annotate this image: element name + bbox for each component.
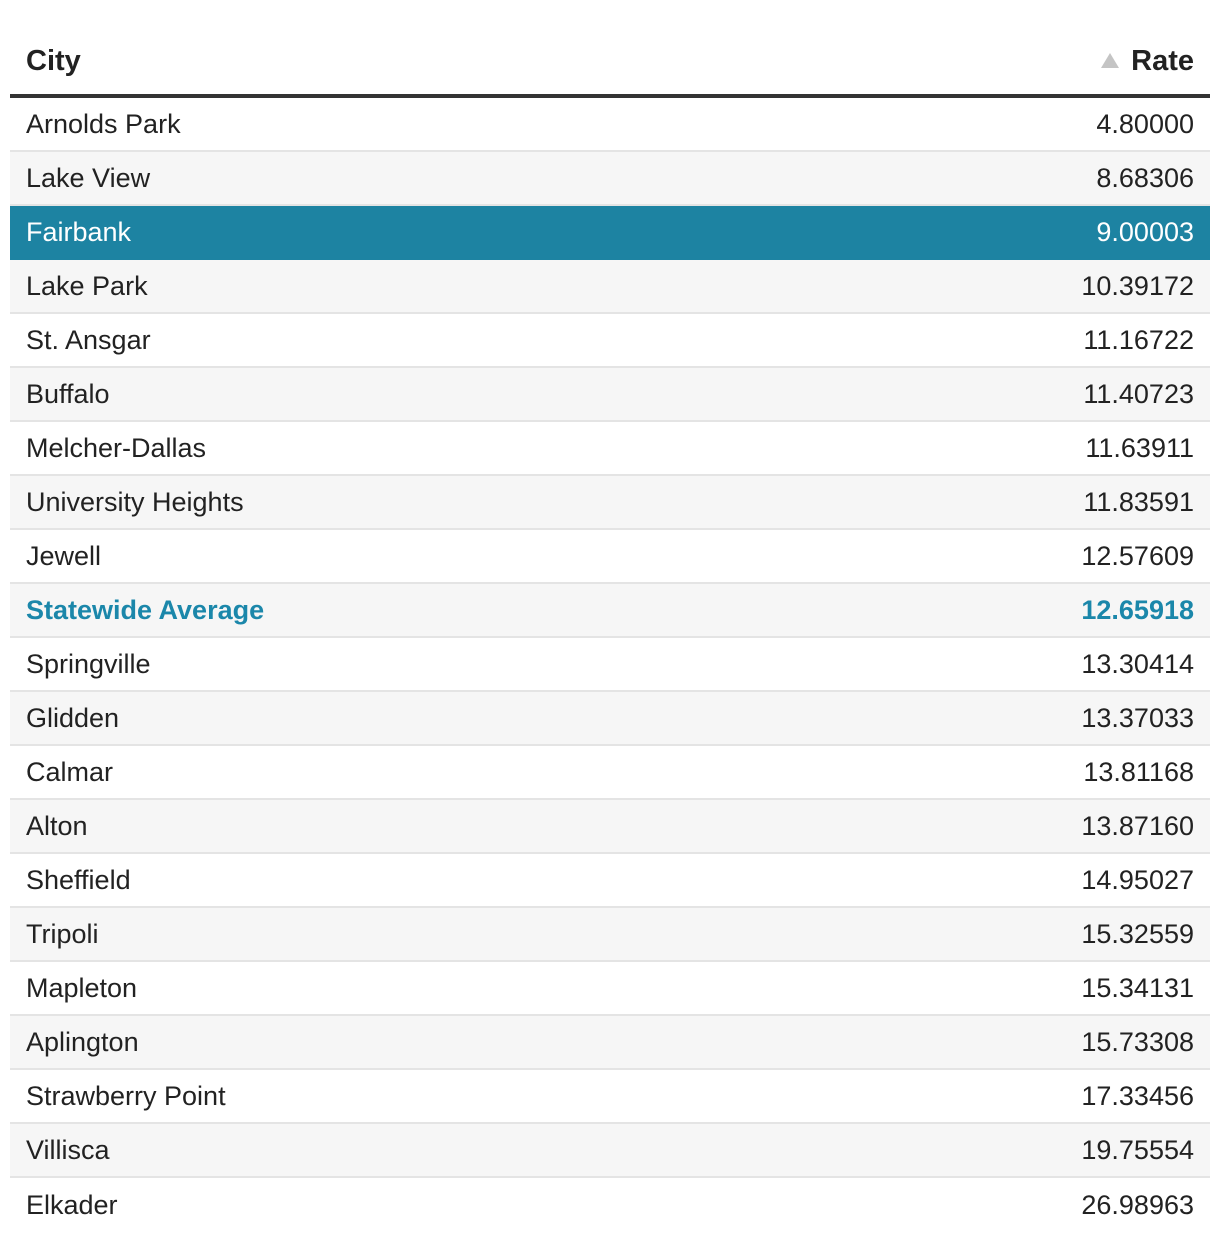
table-body: [10, 98, 1210, 1232]
rate-cell: 26.98963: [1081, 1189, 1194, 1220]
table-row[interactable]: [10, 422, 1210, 476]
table-row[interactable]: [10, 1124, 1210, 1178]
column-header-rate[interactable]: [1101, 45, 1194, 78]
rate-cell: 11.40723: [1083, 378, 1194, 409]
city-cell: Jewell: [26, 540, 102, 571]
table-row[interactable]: [10, 746, 1210, 800]
statewide-average-row[interactable]: [10, 584, 1210, 638]
table-row[interactable]: [10, 530, 1210, 584]
rate-cell: 13.87160: [1081, 810, 1194, 841]
rate-cell: 15.73308: [1081, 1026, 1194, 1057]
rate-cell: 11.16722: [1083, 324, 1194, 355]
table-row[interactable]: [10, 260, 1210, 314]
rate-cell: 4.80000: [1096, 108, 1194, 139]
city-cell: Melcher-Dallas: [26, 432, 207, 463]
rate-cell: 8.68306: [1096, 162, 1194, 193]
city-cell: Calmar: [26, 756, 114, 787]
city-cell: Lake View: [26, 162, 151, 193]
rate-cell: 17.33456: [1081, 1080, 1194, 1111]
rate-cell: 12.65918: [1081, 594, 1194, 625]
column-header-rate-label: Rate: [1131, 44, 1194, 77]
city-cell: Springville: [26, 648, 151, 679]
city-cell: Statewide Average: [26, 594, 265, 625]
table-row[interactable]: [10, 638, 1210, 692]
city-cell: Elkader: [26, 1189, 118, 1220]
city-cell: Mapleton: [26, 972, 138, 1003]
city-cell: Aplington: [26, 1026, 139, 1057]
rate-table: [10, 28, 1210, 1232]
table-row[interactable]: [10, 476, 1210, 530]
table-row[interactable]: [10, 1070, 1210, 1124]
city-cell: St. Ansgar: [26, 324, 151, 355]
city-cell: Sheffield: [26, 864, 131, 895]
rate-cell: 11.63911: [1085, 432, 1194, 463]
city-cell: University Heights: [26, 486, 244, 517]
table-row[interactable]: [10, 152, 1210, 206]
rate-cell: 13.37033: [1081, 702, 1194, 733]
table-row[interactable]: [10, 1178, 1210, 1232]
rate-cell: 13.30414: [1081, 648, 1194, 679]
rate-cell: 19.75554: [1081, 1134, 1194, 1165]
city-cell: Strawberry Point: [26, 1080, 226, 1111]
rate-cell: 14.95027: [1081, 864, 1194, 895]
table-row[interactable]: [10, 908, 1210, 962]
city-cell: Lake Park: [26, 270, 148, 301]
table-row[interactable]: [10, 962, 1210, 1016]
table-header: [10, 28, 1210, 98]
table-row[interactable]: [10, 98, 1210, 152]
rate-cell: 9.00003: [1096, 216, 1194, 247]
table-row[interactable]: [10, 854, 1210, 908]
city-cell: Fairbank: [26, 216, 132, 247]
city-cell: Glidden: [26, 702, 120, 733]
city-cell: Villisca: [26, 1134, 110, 1165]
table-row[interactable]: [10, 314, 1210, 368]
rate-cell: 10.39172: [1081, 270, 1194, 301]
city-cell: Tripoli: [26, 918, 99, 949]
city-cell: Buffalo: [26, 378, 110, 409]
table-row[interactable]: [10, 368, 1210, 422]
sort-ascending-icon[interactable]: [1101, 53, 1119, 68]
table-row[interactable]: [10, 800, 1210, 854]
table-row[interactable]: [10, 692, 1210, 746]
table-row[interactable]: [10, 1016, 1210, 1070]
rate-cell: 11.83591: [1083, 486, 1194, 517]
city-cell: Alton: [26, 810, 88, 841]
rate-cell: 13.81168: [1083, 756, 1194, 787]
selected-table-row[interactable]: [10, 206, 1210, 260]
rate-cell: 12.57609: [1081, 540, 1194, 571]
rate-cell: 15.34131: [1081, 972, 1194, 1003]
column-header-city[interactable]: City: [26, 44, 81, 77]
city-cell: Arnolds Park: [26, 108, 181, 139]
rate-cell: 15.32559: [1081, 918, 1194, 949]
